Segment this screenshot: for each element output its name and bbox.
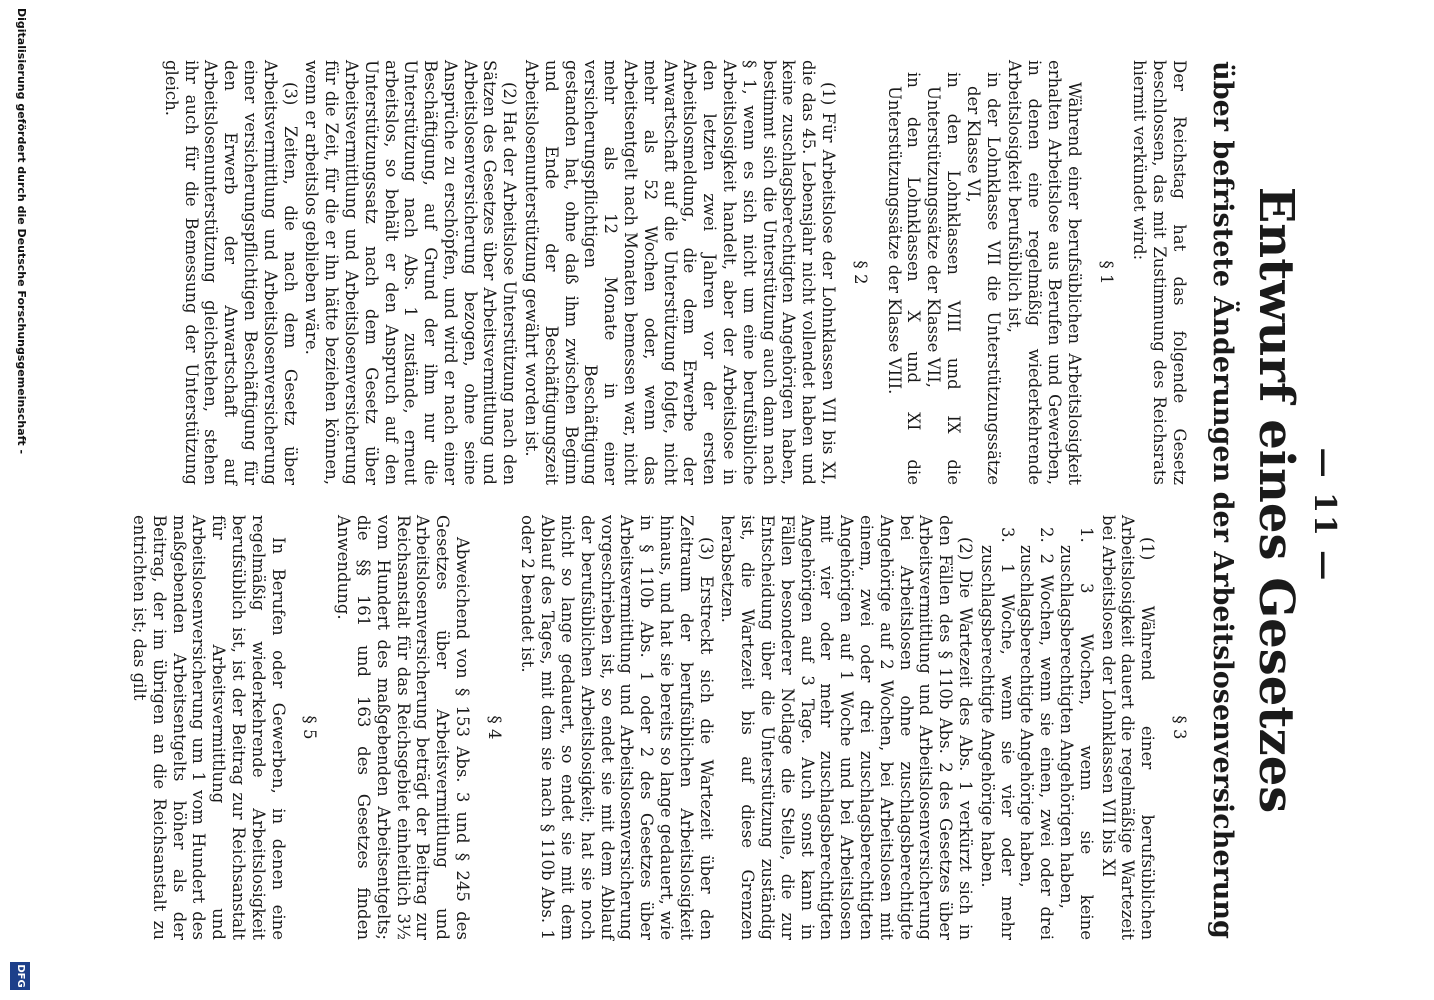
document-title: Entwurf eines Gesetzes [1248,186,1304,814]
page-number: — 11 — [1307,447,1342,583]
section-3-list [977,515,1096,940]
section-2-paragraph-3: (3) Zeiten, die nach dem Gesetz über Arbeitsvermittlung und Arbeitslosenversicherung einer versicherungspflichtigen Beschäftigung für den Erwerb der Anwartschaft auf Arbeitslosenunterstützung gleichstehen, stehen ihr auch für die Bemessung der Unterstützung gleich. [161,60,300,485]
section-4-paragraph: Abweichend von § 153 Abs. 3 und § 245 des Gesetzes über Arbeitsvermittlung und Arbeitslosenversicherung beträgt der Beitrag zur Reichsanstalt für das Reichsgebiet einheitlich 3½ vom Hundert des maßgebenden Arbeitsentgelts; die §§ 161 und 163 des Gesetzes finden Anwendung. [334,515,472,940]
section-heading-5: § 5 [300,715,320,740]
section-2-paragraph-1: (1) Für Arbeitslose der Lohnklassen VII bis XI, die das 45. Lebensjahr nicht vollendet haben und keine zuschlagsberechtigten Angehörigen haben, bestimmt sich die Unterstützung auch dann nach § 1, wenn es sich nicht um eine berufsübliche Arbeitslosigkeit handelt, aber der Arbeitslose in den letzten zwei Jahren vor der ersten Arbeitslosmeldung, die dem Erwerbe der Anwartschaft auf die Unterstützung folgte, nicht mehr als 52 Wochen oder, wenn das Arbeitsentgelt nach Monaten bemessen war, nicht mehr als 12 Monate in einer versicherungspflichtigen Beschäftigung gestanden hat, ohne daß ihm zwischen Beginn und Ende der Beschäftigungszeit Arbeitslosenunterstützung gewährt worden ist. [522,60,839,485]
dfg-logo: DFG [10,962,30,990]
section-3-paragraph-1: (1) Während einer berufsüblichen Arbeitslosigkeit dauert die regelmäßige Wartezeit bei Arbeitslosen der Lohnklassen VII bis XI [1098,515,1158,940]
section-3-paragraph-2: (2) Die Wartezeit des Abs. 1 verkürzt sich in den Fällen des § 110b Abs. 2 des Gesetzes über Arbeitsvermittlung und Arbeitslosenversicherung bei Arbeitslosen ohne zuschlagsberechtigte Angehörige auf 2 Wochen, bei Arbeitslosen mit einem, zwei oder drei zuschlagsberechtigten Angehörigen auf 1 Woche und bei Arbeitslosen mit vier oder mehr zuschlagsberechtigten Angehörigen auf 3 Tage. Auch sonst kann in Fällen besonderer Notlage die Stelle, die zur Entscheidung über die Unterstützung zuständig ist, die Wartezeit bis auf diese Grenzen herabsetzen. [718,515,976,940]
section-heading-1: § 1 [1096,260,1116,285]
list-item: in den Lohnklassen VIII und IX die Unterstützungssätze der Klasse VII, [924,72,964,485]
preamble: Der Reichstag hat das folgende Gesetz beschlossen, das mit Zustimmung des Reichsrats hiermit verkündet wird: [1130,60,1189,485]
list-item: in den Lohnklassen X und XI die Unterstützungssätze der Klasse VIII. [884,72,924,485]
section-5-paragraph: In Berufen oder Gewerben, in denen eine regelmäßig wiederkehrende Arbeitslosigkeit berufsüblich ist, ist der Beitrag zur Reichsanstalt für Arbeitsvermittlung und Arbeitslosenversicherung um 1 vom Hundert des maßgebenden Arbeitsentgelts höher als der Beitrag, der im übrigen an die Reichsanstalt zu entrichten ist; das gilt [129,515,288,940]
section-2-paragraph-2: (2) Hat der Arbeitslose Unterstützung nach den Sätzen des Gesetzes über Arbeitsvermittlung und Arbeitslosenversicherung bezogen, ohne seine Ansprüche zu erschöpfen, und wird er nach einer Beschäftigung, auf Grund der ihm nur die Unterstützung nach Abs. 1 zustände, erneut arbeitslos, so behält er den Anspruch auf den Unterstützungssatz nach dem Gesetz über Arbeitsvermittlung und Arbeitslosenversicherung für die Zeit, für die er ihn hätte beziehen können, wenn er arbeitslos geblieben wäre. [302,60,520,485]
section-1-list [884,60,1003,485]
list-item: 1. 3 Wochen, wenn sie keine zuschlagsberechtigten Angehörigen haben, [1057,527,1096,940]
section-heading-3: § 3 [1170,715,1189,740]
section-3-paragraph-3: (3) Erstreckt sich die Wartezeit über den Zeitraum der berufsüblichen Arbeitslosigkeit hinaus, und hat sie bereits so lange gedauert, wie in § 110b Abs. 1 oder 2 des Gesetzes über Arbeitsvermittlung und Arbeitslosenversicherung vorgeschrieben ist, so endet sie mit dem Ablauf der berufsüblichen Arbeitslosigkeit; hat sie noch nicht so lange gedauert, so endet sie mit dem Ablauf des Tages, mit dem sie nach § 110b Abs. 1 oder 2 beendet ist. [518,515,716,940]
left-column [159,60,1189,485]
right-column [127,515,1189,940]
document-subtitle: über befristete Änderungen der Arbeitslosenversicherung [1207,61,1238,939]
section-heading-2: § 2 [850,260,870,285]
list-item: in der Lohnklasse VII die Unterstützungssätze der Klasse VI, [963,72,1003,485]
digitization-footer [4,0,30,1000]
funding-credit: Digitalisierung gefördert durch die Deutsche Forschungsgemeinschaft - [15,8,28,455]
section-1-text: Während einer berufsüblichen Arbeitslosigkeit erhalten Arbeitslose aus Berufen und Gewerben, in denen eine regelmäßig wiederkehrende Arbeitslosigkeit berufsüblich ist, [1005,60,1084,485]
list-item: 2. 2 Wochen, wenn sie einen, zwei oder drei zuschlagsberechtigte Angehörige haben, [1017,527,1057,940]
section-heading-4: § 4 [484,715,504,740]
list-item: 3. 1 Woche, wenn sie vier oder mehr zuschlagsberechtigte Angehörige haben. [977,527,1017,940]
